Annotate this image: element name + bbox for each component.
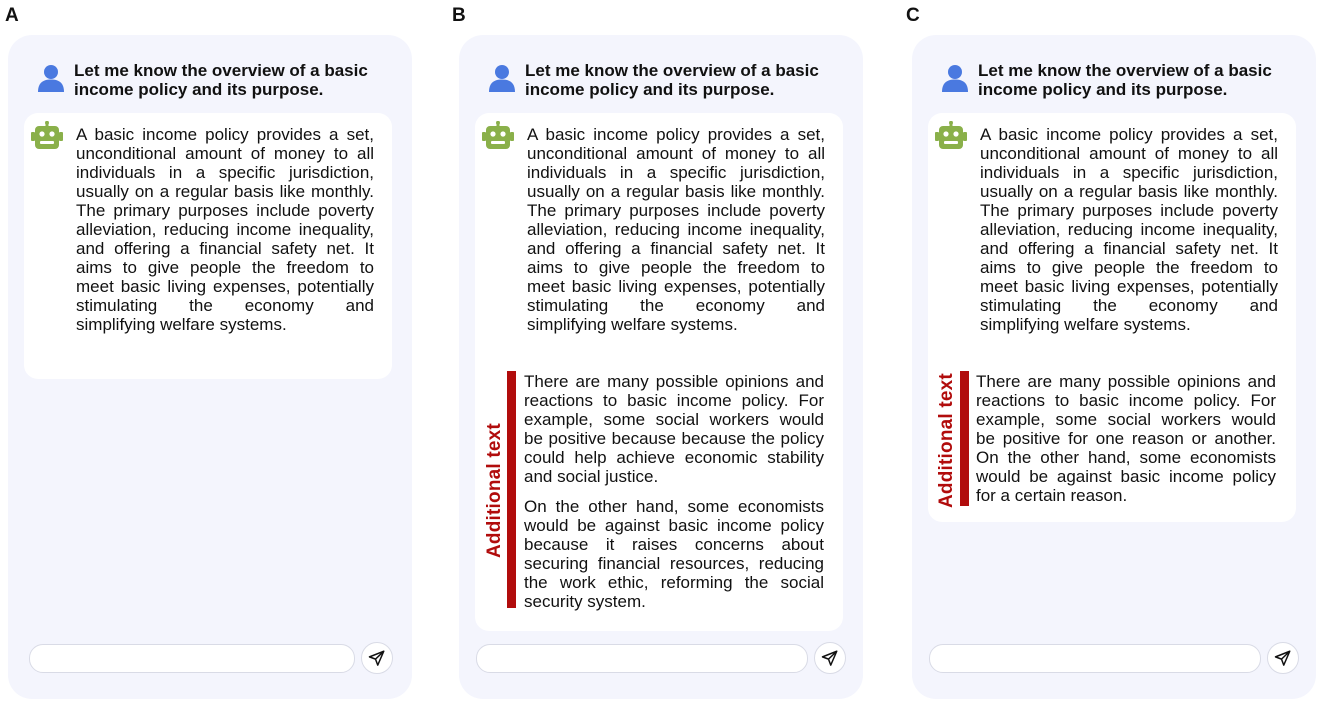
user-message-row — [940, 61, 1280, 99]
robot-icon — [481, 121, 515, 151]
bot-message-bubble — [928, 113, 1296, 522]
additional-text-bar — [507, 371, 516, 608]
bot-message-bubble — [24, 113, 392, 379]
user-message: Let me know the overview of a basic income policy and its purpose. — [74, 61, 368, 99]
additional-paragraph-1: There are many possible opinions and reactions to basic income policy. For example, some social workers would be positive for one reason or another. On the other hand, some economists would be against basic income policy for a certain reason. — [976, 372, 1276, 505]
user-message-row — [487, 61, 827, 99]
bot-message-bubble — [475, 113, 843, 631]
user-message-row — [36, 61, 376, 99]
user-icon — [36, 63, 66, 93]
additional-paragraph-2: On the other hand, some economists would be against basic income policy because it raises concerns about securing financial resources, reducing the work ethic, reforming the social security system. — [524, 497, 824, 611]
additional-text-label: Additional text — [484, 423, 505, 558]
send-button[interactable] — [814, 642, 846, 674]
message-input[interactable] — [929, 644, 1261, 673]
user-message: Let me know the overview of a basic income policy and its purpose. — [525, 61, 819, 99]
additional-paragraph-1: There are many possible opinions and reactions to basic income policy. For example, some social workers would be positive because because the policy could help achieve economic stability and social justice. — [524, 372, 824, 486]
chat-window-b — [459, 35, 863, 699]
send-icon — [368, 649, 386, 667]
user-message: Let me know the overview of a basic income policy and its purpose. — [978, 61, 1272, 99]
panel-letter-c: C — [906, 5, 920, 26]
user-icon — [487, 63, 517, 93]
panel-letter-a: A — [5, 5, 19, 26]
panel-letter-b: B — [452, 5, 466, 26]
additional-text-label: Additional text — [936, 373, 957, 508]
additional-text — [524, 372, 824, 611]
message-input[interactable] — [29, 644, 355, 673]
user-icon — [940, 63, 970, 93]
chat-window-a — [8, 35, 412, 699]
additional-text — [976, 372, 1276, 505]
send-icon — [1274, 649, 1292, 667]
bot-message: A basic income policy provides a set, unconditional amount of money to all individuals in a specific jurisdiction, usually on a regular basis like monthly. The primary purposes include poverty alleviation, reducing income inequality, and offering a financial safety net. It aims to give people the freedom to meet basic living expenses, potentially stimulating the economy and simplifying welfare systems. — [76, 125, 374, 334]
send-button[interactable] — [361, 642, 393, 674]
additional-text-bar — [960, 371, 969, 506]
send-button[interactable] — [1267, 642, 1299, 674]
message-input[interactable] — [476, 644, 808, 673]
robot-icon — [934, 121, 968, 151]
robot-icon — [30, 121, 64, 151]
bot-message: A basic income policy provides a set, unconditional amount of money to all individuals in a specific jurisdiction, usually on a regular basis like monthly. The primary purposes include poverty alleviation, reducing income inequality, and offering a financial safety net. It aims to give people the freedom to meet basic living expenses, potentially stimulating the economy and simplifying welfare systems. — [527, 125, 825, 334]
chat-window-c — [912, 35, 1316, 699]
bot-message: A basic income policy provides a set, unconditional amount of money to all individuals in a specific jurisdiction, usually on a regular basis like monthly. The primary purposes include poverty alleviation, reducing income inequality, and offering a financial safety net. It aims to give people the freedom to meet basic living expenses, potentially stimulating the economy and simplifying welfare systems. — [980, 125, 1278, 334]
send-icon — [821, 649, 839, 667]
